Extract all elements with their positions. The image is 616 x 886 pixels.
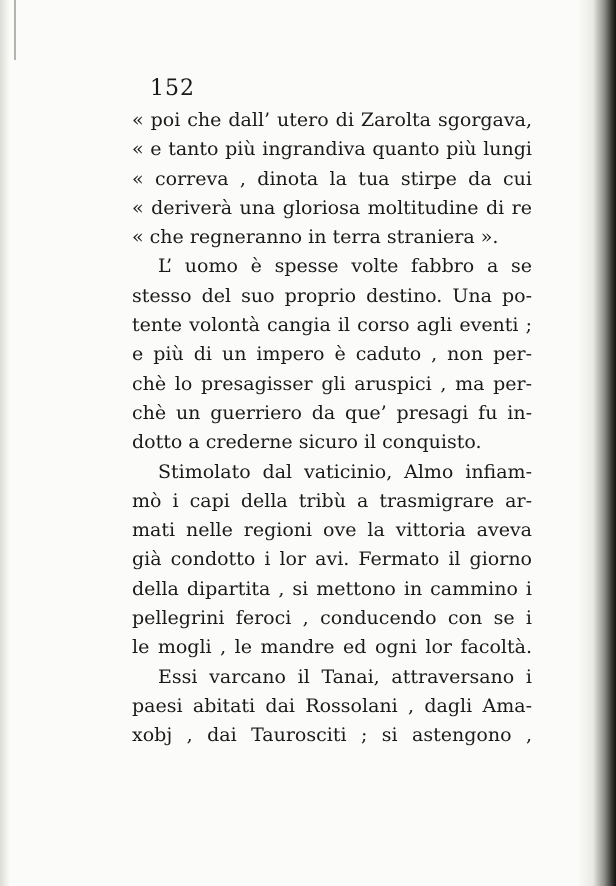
- text-line: mati nelle regioni ove la vittoria aveva: [132, 519, 532, 542]
- text-line: « correva , dinota la tua stirpe da cui: [132, 167, 532, 190]
- text-line: « poi che dall’ utero di Zarolta sgorgava,: [132, 109, 532, 131]
- text-line: xobj , dai Taurosciti ; si astengono ,: [132, 724, 532, 747]
- text-line: « che regneranno in terra straniera ».: [132, 226, 499, 249]
- text-line: tente volontà cangia il corso agli eventi ;: [132, 314, 532, 337]
- text-line: L’ uomo è spesse volte fabbro a se: [158, 255, 532, 278]
- gutter-mark: [14, 0, 16, 60]
- text-line: chè lo presagisser gli aruspici , ma per-: [132, 372, 532, 395]
- text-line: dotto a crederne sicuro il conquisto.: [132, 431, 482, 454]
- text-line: pellegrini feroci , conducendo con se i: [132, 607, 532, 630]
- text-line: Stimolato dal vaticinio, Almo infiam-: [158, 460, 532, 483]
- text-line: della dipartita , si mettono in cammino i: [132, 577, 532, 600]
- text-line: Essi varcano il Tanai, attraversano i: [158, 665, 532, 688]
- text-line: stesso del suo proprio destino. Una po-: [132, 284, 532, 307]
- text-line: le mogli , le mandre ed ogni lor facoltà.: [132, 636, 532, 659]
- page-edge-left: [0, 0, 10, 886]
- text-line: già condotto i lor avi. Fermato il giorno: [132, 548, 532, 571]
- text-line: chè un guerriero da que’ presagi fu in-: [132, 401, 532, 424]
- page-edge-right: [578, 0, 616, 886]
- text-line: e più di un impero è caduto , non per-: [132, 343, 532, 366]
- text-line: mò i capi della tribù a trasmigrare ar-: [132, 489, 532, 512]
- text-block: [132, 106, 532, 751]
- page-number: 152: [150, 76, 195, 101]
- text-line: paesi abitati dai Rossolani , dagli Ama-: [132, 694, 532, 717]
- text-line: « e tanto più ingrandiva quanto più lungi: [132, 138, 532, 161]
- text-line: « deriverà una gloriosa moltitudine di re: [132, 196, 532, 219]
